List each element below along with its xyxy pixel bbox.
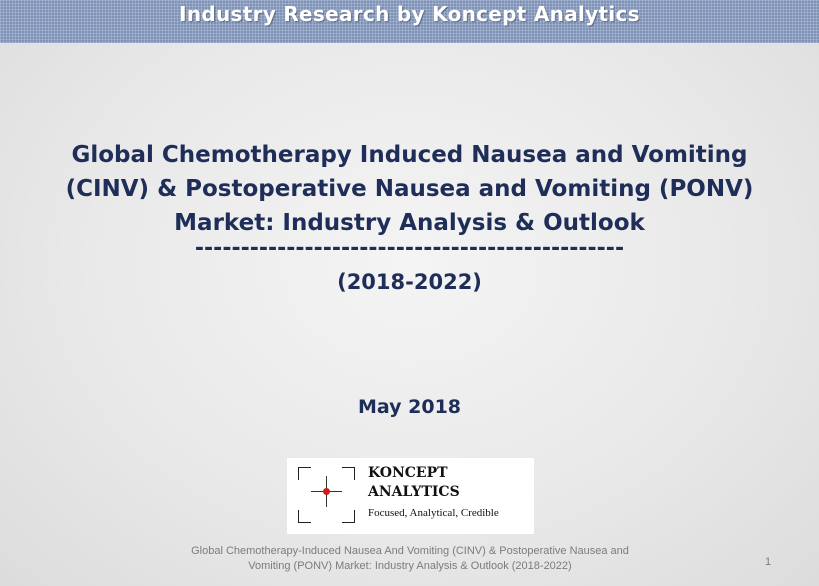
report-title-line-3: Market: Industry Analysis & Outlook xyxy=(174,210,645,236)
footer-line-1: Global Chemotherapy-Induced Nausea And Vomiting (CINV) & Postoperative Nausea and xyxy=(191,545,629,557)
logo-tagline: Focused, Analytical, Credible xyxy=(368,507,499,519)
crosshair-dot-icon xyxy=(323,488,330,495)
footer-caption xyxy=(140,544,680,574)
company-logo xyxy=(287,458,534,534)
logo-name-line-1: KONCEPT xyxy=(368,465,448,481)
report-title-block xyxy=(0,138,819,300)
report-title-line-1: Global Chemotherapy Induced Nausea and Vomiting xyxy=(71,142,748,168)
report-title-line-2: (CINV) & Postoperative Nausea and Vomiting (PONV) xyxy=(65,176,754,202)
logo-corner-top-left xyxy=(298,467,311,480)
footer-line-2: Vomiting (PONV) Market: Industry Analysis & Outlook (2018-2022) xyxy=(248,560,572,572)
logo-corner-bottom-left xyxy=(298,510,311,523)
header-title: Industry Research by Koncept Analytics xyxy=(179,1,640,26)
logo-corner-bottom-right xyxy=(342,510,355,523)
logo-name xyxy=(368,464,460,502)
header-bar xyxy=(0,0,819,43)
title-separator: ----------------------------------------------- xyxy=(194,236,625,261)
logo-name-line-2: ANALYTICS xyxy=(368,484,460,500)
page-number: 1 xyxy=(765,556,772,568)
logo-corner-top-right xyxy=(342,467,355,480)
report-date: May 2018 xyxy=(357,396,462,418)
report-period: (2018-2022) xyxy=(337,270,482,294)
